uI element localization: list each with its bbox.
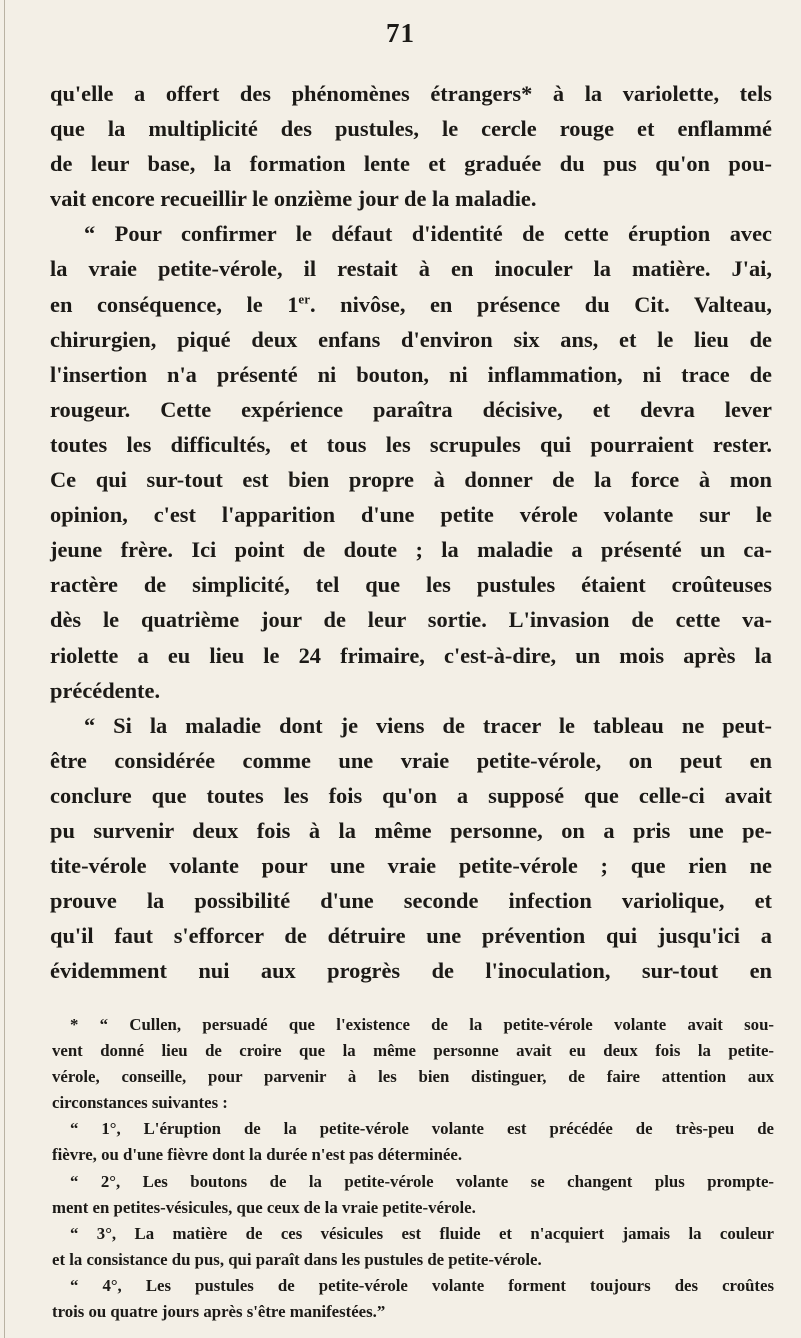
footnote-line: et la consistance du pus, qui paraît dans les pustules de petite-vérole. (52, 1249, 542, 1269)
text-line: prouve la possibilité d'une seconde infection variolique, et (50, 888, 772, 914)
text-line: qu'elle a offert des phénomènes étrangers* à la variolette, tels (50, 81, 772, 106)
footnote-line: vent donné lieu de croire que la même personne avait eu deux fois la petite- (52, 1041, 774, 1061)
text-line: la vraie petite-vérole, il restait à en inoculer la matière. J'ai, (50, 256, 772, 282)
footnote-line: “ 4°, Les pustules de petite-vérole volante forment toujours des croûtes (70, 1275, 774, 1295)
text-line: conclure que toutes les fois qu'on a supposé que celle-ci avait (50, 782, 772, 808)
footnote-line: vérole, conseille, pour parvenir à les bien distinguer, de faire attention aux (52, 1067, 774, 1087)
text-run: en conséquence, le 1 (50, 291, 299, 317)
footnote-line: “ 2°, Les boutons de la petite-vérole volante se changent plus prompte- (70, 1171, 774, 1191)
text-line: “ Pour confirmer le défaut d'identité de cette éruption avec (84, 221, 772, 247)
page-edge-line (4, 0, 5, 1338)
text-line: jeune frère. Ici point de doute ; la maladie a présenté un ca- (50, 537, 772, 563)
text-line: précédente. (50, 677, 161, 703)
footnote-line: circonstances suivantes : (52, 1093, 228, 1113)
text-line: que la multiplicité des pustules, le cercle rouge et enflammé (50, 116, 772, 142)
text-line: vait encore recueillir le onzième jour de la maladie. (50, 186, 537, 212)
text-line: qu'il faut s'efforcer de détruire une prévention qui jusqu'ici a (50, 923, 772, 949)
text-run: . nivôse, en présence du Cit. Valteau, (309, 291, 773, 317)
footnote-line: * “ Cullen, persuadé que l'existence de la petite-vérole volante avait sou- (70, 1015, 774, 1034)
text-line: évidemment nui aux progrès de l'inoculation, sur-tout en (50, 958, 772, 984)
text-line: tite-vérole volante pour une vraie petite-vérole ; que rien ne (50, 853, 772, 879)
text-line: ractère de simplicité, tel que les pustules étaient croûteuses (50, 572, 772, 598)
text-line: Ce qui sur-tout est bien propre à donner de la force à mon (50, 467, 772, 493)
footnote (52, 1012, 774, 1325)
text-line: riolette a eu lieu le 24 frimaire, c'est-à-dire, un mois après la (50, 642, 772, 668)
footnote-line: trois ou quatre jours après s'être manifestées.” (52, 1302, 386, 1322)
footnote-line: “ 1°, L'éruption de la petite-vérole volante est précédée de très-peu de (70, 1119, 774, 1139)
text-line: opinion, c'est l'apparition d'une petite vérole volante sur le (50, 502, 772, 528)
text-line: “ Si la maladie dont je viens de tracer le tableau ne peut- (84, 712, 772, 738)
footnote-line: ment en petites-vésicules, que ceux de la vraie petite-vérole. (52, 1197, 476, 1217)
text-line: toutes les difficultés, et tous les scrupules qui pourraient rester. (50, 431, 772, 457)
page-number: 71 (386, 18, 415, 48)
text-line-with-superscript (50, 287, 772, 322)
footnote-line: “ 3°, La matière de ces vésicules est fluide et n'acquiert jamais la couleur (70, 1223, 774, 1243)
text-line: l'insertion n'a présenté ni bouton, ni inflammation, ni trace de (50, 361, 772, 387)
main-text (50, 76, 772, 988)
text-line: pu survenir deux fois à la même personne, on a pris une pe- (50, 817, 772, 843)
text-line: rougeur. Cette expérience paraîtra décisive, et devra lever (50, 396, 772, 422)
text-line: être considérée comme une vraie petite-vérole, on peut en (50, 747, 772, 773)
text-line: de leur base, la formation lente et graduée du pus qu'on pou- (50, 151, 772, 177)
footnote-line: fièvre, ou d'une fièvre dont la durée n'est pas déterminée. (52, 1145, 463, 1165)
superscript: er (298, 291, 310, 307)
text-line: chirurgien, piqué deux enfans d'environ six ans, et le lieu de (50, 326, 772, 352)
text-line: dès le quatrième jour de leur sortie. L'invasion de cette va- (50, 607, 772, 633)
